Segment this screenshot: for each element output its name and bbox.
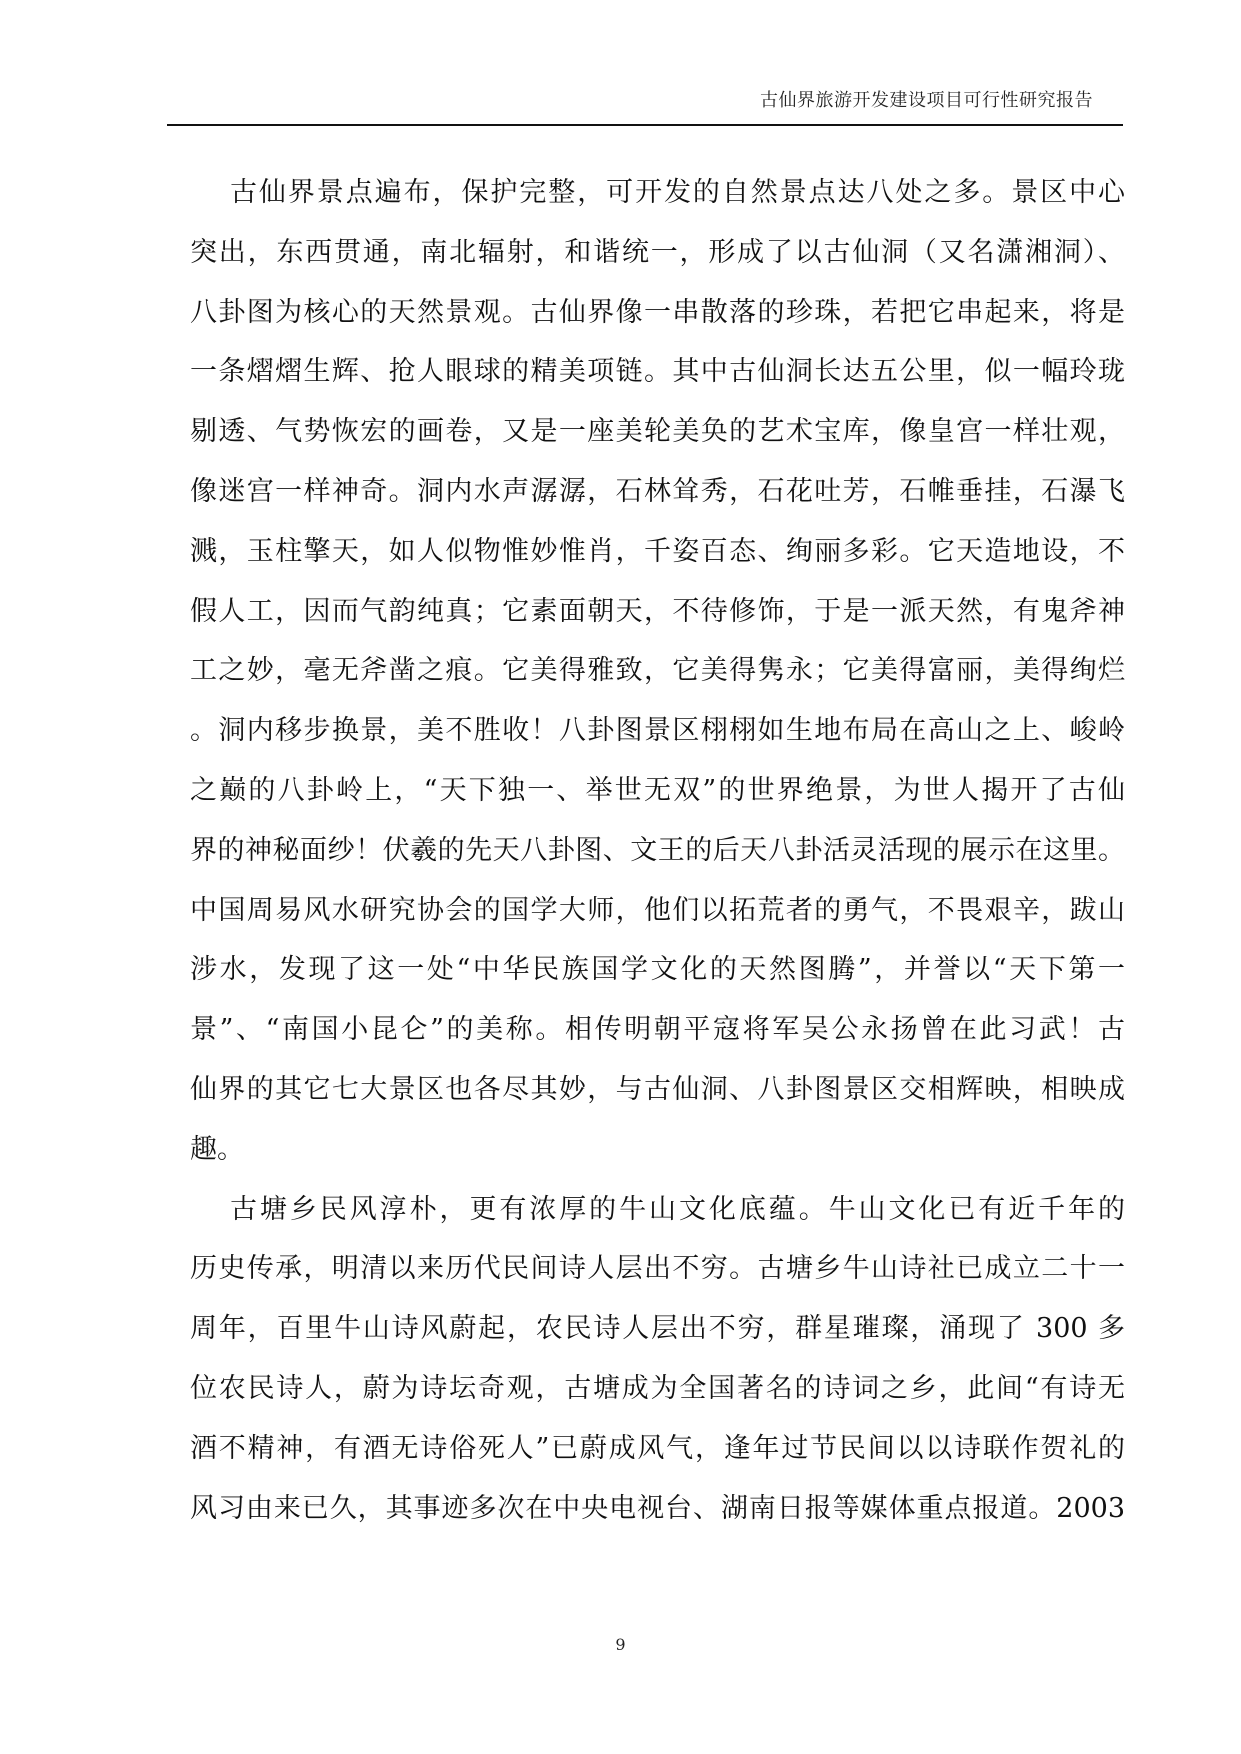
text-line: 之巅的八卦岭上，“天下独一、举世无双”的世界绝景，为世人揭开了古仙	[190, 774, 1125, 806]
text-line: 古塘乡民风淳朴，更有浓厚的牛山文化底蕴。牛山文化已有近千年的	[230, 1193, 1125, 1225]
text-line: 历史传承，明清以来历代民间诗人层出不穷。古塘乡牛山诗社已成立二十一	[190, 1253, 1125, 1285]
page-number: 9	[615, 1635, 626, 1654]
text-line: 风习由来已久，其事迹多次在中央电视台、湖南日报等媒体重点报道。2003	[190, 1492, 1125, 1524]
header-divider	[167, 124, 1123, 126]
document-body	[190, 163, 1125, 1538]
text-line: 溅，玉柱擎天，如人似物惟妙惟肖，千姿百态、绚丽多彩。它天造地设，不	[190, 535, 1125, 567]
paragraph-niushan-culture	[190, 1180, 1125, 1539]
text-line: 一条熠熠生辉、抢人眼球的精美项链。其中古仙洞长达五公里，似一幅玲珑	[190, 356, 1125, 388]
text-line: 界的神秘面纱！伏羲的先天八卦图、文王的后天八卦活灵活现的展示在这里。	[190, 834, 1125, 866]
text-line: 古仙界景点遍布，保护完整，可开发的自然景点达八处之多。景区中心	[230, 177, 1125, 208]
text-line: 八卦图为核心的天然景观。古仙界像一串散落的珍珠，若把它串起来，将是	[190, 296, 1125, 328]
document-header-title: 古仙界旅游开发建设项目可行性研究报告	[760, 90, 1093, 111]
text-line: 假人工，因而气韵纯真；它素面朝天，不待修饰，于是一派天然，有鬼斧神	[190, 595, 1125, 627]
text-line: 景”、“南国小昆仑”的美称。相传明朝平寇将军吴公永扬曾在此习武！古	[190, 1014, 1125, 1046]
text-line: 中国周易风水研究协会的国学大师，他们以拓荒者的勇气，不畏艰辛，跋山	[190, 894, 1125, 926]
text-line: 位农民诗人，蔚为诗坛奇观，古塘成为全国著名的诗词之乡，此间“有诗无	[190, 1372, 1125, 1404]
text-line: 酒不精神，有酒无诗俗死人”已蔚成风气，逢年过节民间以以诗联作贺礼的	[190, 1432, 1125, 1464]
text-line: 涉水，发现了这一处“中华民族国学文化的天然图腾”，并誉以“天下第一	[190, 954, 1125, 986]
text-line: 工之妙，毫无斧凿之痕。它美得雅致，它美得隽永；它美得富丽，美得绚烂	[190, 655, 1125, 687]
text-line: 仙界的其它七大景区也各尽其妙，与古仙洞、八卦图景区交相辉映，相映成	[190, 1073, 1125, 1105]
text-line: 。洞内移步换景，美不胜收！八卦图景区栩栩如生地布局在高山之上、峻岭	[190, 715, 1125, 747]
text-line: 周年，百里牛山诗风蔚起，农民诗人层出不穷，群星璀璨，涌现了 300 多	[190, 1313, 1125, 1345]
paragraph-scenic-spots	[190, 163, 1125, 1180]
text-line: 趣。	[190, 1133, 244, 1165]
text-line: 像迷宫一样神奇。洞内水声潺潺，石林耸秀，石花吐芳，石帷垂挂，石瀑飞	[190, 475, 1125, 507]
text-line: 突出，东西贯通，南北辐射，和谐统一，形成了以古仙洞（又名潇湘洞）、	[190, 236, 1125, 268]
text-line: 剔透、气势恢宏的画卷，又是一座美轮美奂的艺术宝库，像皇宫一样壮观，	[190, 416, 1125, 448]
